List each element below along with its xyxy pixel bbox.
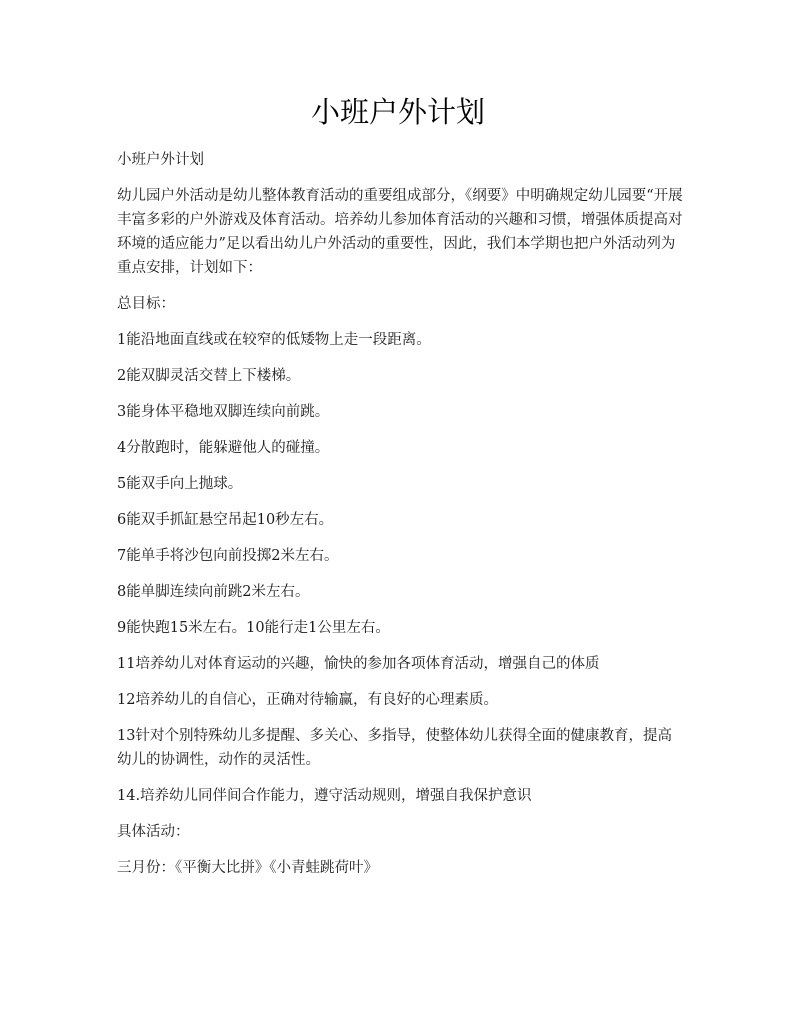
goal-item: 14.培养幼儿同伴间合作能力，遵守活动规则，增强自我保护意识 [117,788,532,804]
goal-item: 6能双手抓缸悬空吊起10秒左右。 [117,512,334,528]
activities-heading: 具体活动： [117,824,190,840]
goal-item: 11培养幼儿对体育运动的兴趣，愉快的参加各项体育活动，增强自己的体质 [117,656,600,672]
goal-item: 4分散跑时，能躲避他人的碰撞。 [117,440,330,456]
goal-item: 1能沿地面直线或在较窄的低矮物上走一段距离。 [117,332,431,348]
goals-heading: 总目标： [117,296,175,312]
goal-item: 13针对个别特殊幼儿多提醒、多关心、多指导，使整体幼儿获得全面的健康教育，提高幼儿的协调性，动作的灵活性。 [117,728,672,768]
document-body [117,148,683,892]
goal-item: 3能身体平稳地双脚连续向前跳。 [117,404,330,420]
goal-item: 5能双手向上抛球。 [117,476,243,492]
goal-item: 7能单手将沙包向前投掷2米左右。 [117,548,339,564]
intro-paragraph: 幼儿园户外活动是幼儿整体教育活动的重要组成部分，《纲要》中明确规定幼儿园要“开展丰富多彩的户外游戏及体育活动。培养幼儿参加体育活动的兴趣和习惯，增强体质提高对环境的适应能力”足以看出幼儿户外活动的重要性，因此，我们本学期也把户外活动列为重点安排，计划如下： [117,188,683,276]
activity-item: 三月份：《平衡大比拼》《小青蛙跳荷叶》 [117,860,378,876]
goal-item: 2能双脚灵活交替上下楼梯。 [117,368,301,384]
goal-item: 12培养幼儿的自信心，正确对待输赢，有良好的心理素质。 [117,692,498,708]
goal-item: 9能快跑15米左右。10能行走1公里左右。 [117,620,390,636]
document-title: 小班户外计划 [310,95,485,129]
subtitle-paragraph: 小班户外计划 [117,152,204,168]
goal-item: 8能单脚连续向前跳2米左右。 [117,584,310,600]
